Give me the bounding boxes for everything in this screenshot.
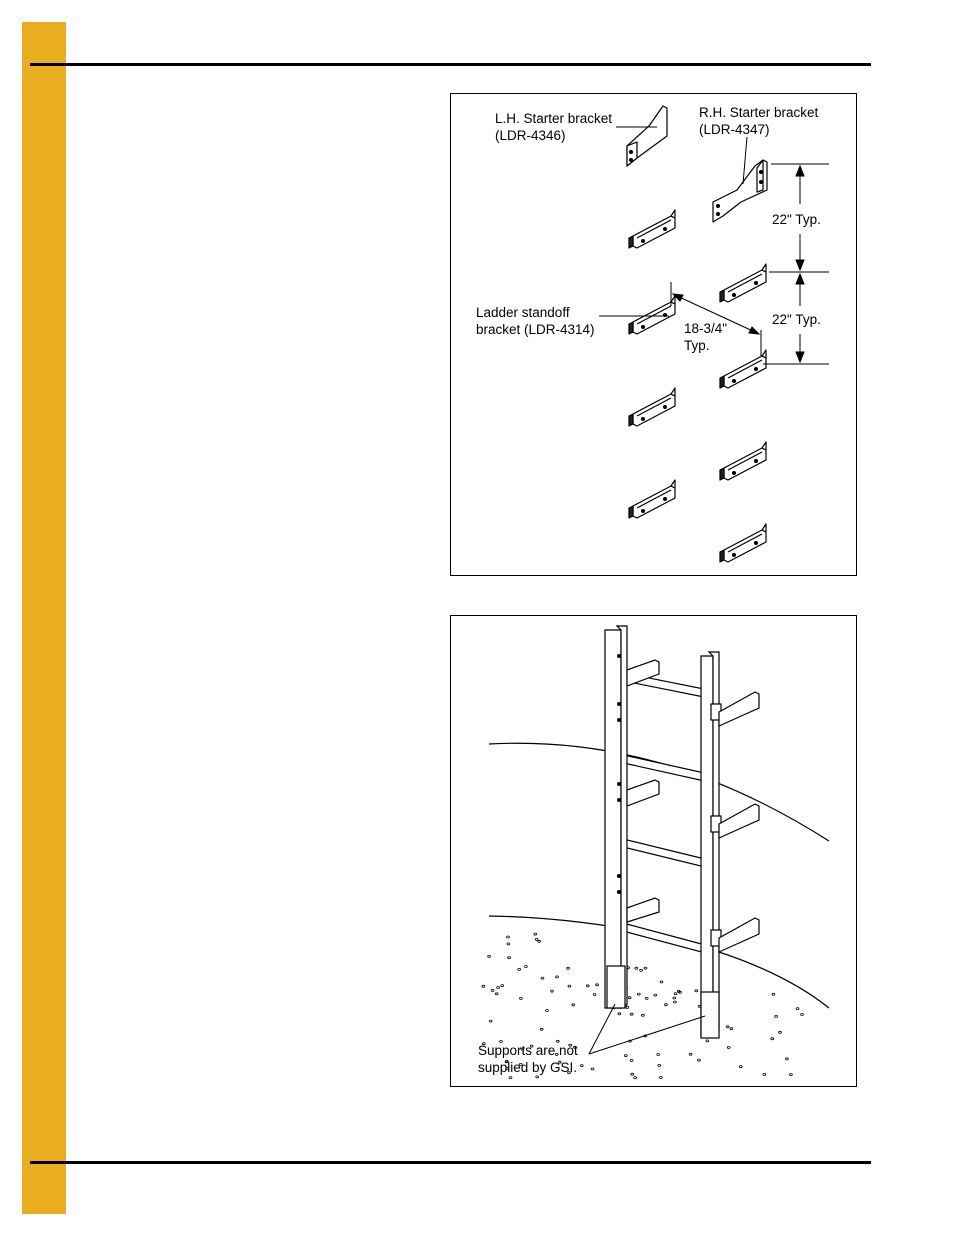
speckle [491, 989, 494, 991]
speckle [488, 955, 491, 957]
speckle [540, 1028, 543, 1030]
side-color-bar [22, 22, 66, 1214]
speckle [641, 1014, 644, 1016]
speckle [630, 1060, 633, 1062]
speckle [763, 1073, 766, 1075]
ladder-install-drawing [451, 616, 856, 1086]
speckle [730, 1028, 733, 1030]
speckle [660, 981, 663, 983]
speckle [637, 993, 640, 995]
speckle [586, 985, 589, 987]
speckle [689, 1053, 692, 1055]
speckle [618, 1013, 621, 1015]
speckle [501, 985, 504, 987]
speckle [771, 1038, 774, 1040]
speckle [507, 943, 510, 945]
horizontal-spacing-label: 18-3/4" Typ. [684, 321, 728, 353]
standoff-bracket [629, 210, 675, 248]
standoff-bracket [720, 442, 766, 480]
speckle [658, 1064, 661, 1066]
supports-note: Supports are not supplied by GSI. [478, 1043, 578, 1075]
speckle [593, 994, 596, 996]
speckle [631, 1073, 634, 1075]
speckle [535, 938, 538, 940]
rh-starter-bracket [713, 160, 767, 222]
speckle [657, 1054, 660, 1056]
speckle [596, 984, 599, 986]
speckle [538, 940, 541, 942]
speckle [556, 976, 559, 978]
speckle [508, 957, 511, 959]
left-rail [605, 626, 627, 1008]
speckle [630, 1013, 633, 1015]
speckle [546, 1010, 549, 1012]
ladder-install-figure [450, 615, 857, 1087]
speckle [635, 967, 638, 969]
speckle [674, 993, 677, 995]
speckle [572, 1004, 575, 1006]
speckle [536, 1076, 539, 1078]
standoff-label: Ladder standoff bracket (LDR-4314) [476, 305, 595, 337]
speckle [634, 1077, 637, 1079]
speckle [628, 997, 631, 999]
speckle [726, 1026, 729, 1028]
rh-starter-label: R.H. Starter bracket (LDR-4347) [699, 105, 819, 137]
speckle [489, 1020, 492, 1022]
header-rule [30, 63, 871, 66]
speckle [727, 1047, 730, 1049]
speckle [790, 1074, 793, 1076]
speckle [497, 987, 500, 989]
standoff-bracket [629, 388, 675, 426]
right-rail-brackets [719, 692, 759, 952]
speckle [665, 1004, 668, 1006]
speckle [674, 1001, 677, 1003]
leader-lines [599, 127, 761, 356]
speckle [644, 967, 647, 969]
standoff-bracket [720, 524, 766, 562]
speckle [695, 990, 698, 992]
speckle [525, 966, 528, 968]
speckle [772, 993, 775, 995]
speckle [509, 1077, 512, 1079]
note-leader-lines [589, 1004, 705, 1054]
upper-spacing-label: 22" Typ. [772, 212, 821, 227]
ground-curve [489, 916, 829, 1008]
footer-rule [30, 1161, 871, 1164]
speckle [654, 994, 657, 996]
standoff-bracket [720, 264, 766, 302]
vertical-dimensions [763, 164, 829, 364]
speckle [482, 985, 485, 987]
speckle [739, 1066, 742, 1068]
speckle [518, 968, 521, 970]
speckle [567, 967, 570, 969]
speckle [796, 1008, 799, 1010]
speckle [698, 1059, 701, 1061]
lh-starter-label: L.H. Starter bracket (LDR-4346) [495, 111, 613, 143]
speckle [520, 997, 523, 999]
lh-starter-bracket [627, 106, 667, 166]
speckle [624, 1055, 627, 1057]
speckle [645, 997, 648, 999]
speckle [507, 936, 510, 938]
speckle [779, 1031, 782, 1033]
speckle [541, 977, 544, 979]
speckle [775, 1015, 778, 1017]
speckle [640, 969, 643, 971]
speckle [706, 1040, 709, 1042]
left-rail-brackets [627, 660, 659, 922]
speckle [551, 990, 554, 992]
speckle [568, 985, 571, 987]
speckle [801, 1014, 804, 1016]
speckle [580, 1065, 583, 1067]
speckle [495, 993, 498, 995]
standoff-bracket [720, 350, 766, 388]
standoff-bracket [629, 480, 675, 518]
speckle [591, 1068, 594, 1070]
bracket-layout-figure [450, 93, 857, 576]
right-rail [701, 652, 721, 1038]
speckle [673, 997, 676, 999]
lower-spacing-label: 22" Typ. [772, 312, 821, 327]
speckle [534, 933, 537, 935]
speckle [786, 1058, 789, 1060]
standoff-bracket [629, 296, 675, 334]
speckle [660, 1077, 663, 1079]
